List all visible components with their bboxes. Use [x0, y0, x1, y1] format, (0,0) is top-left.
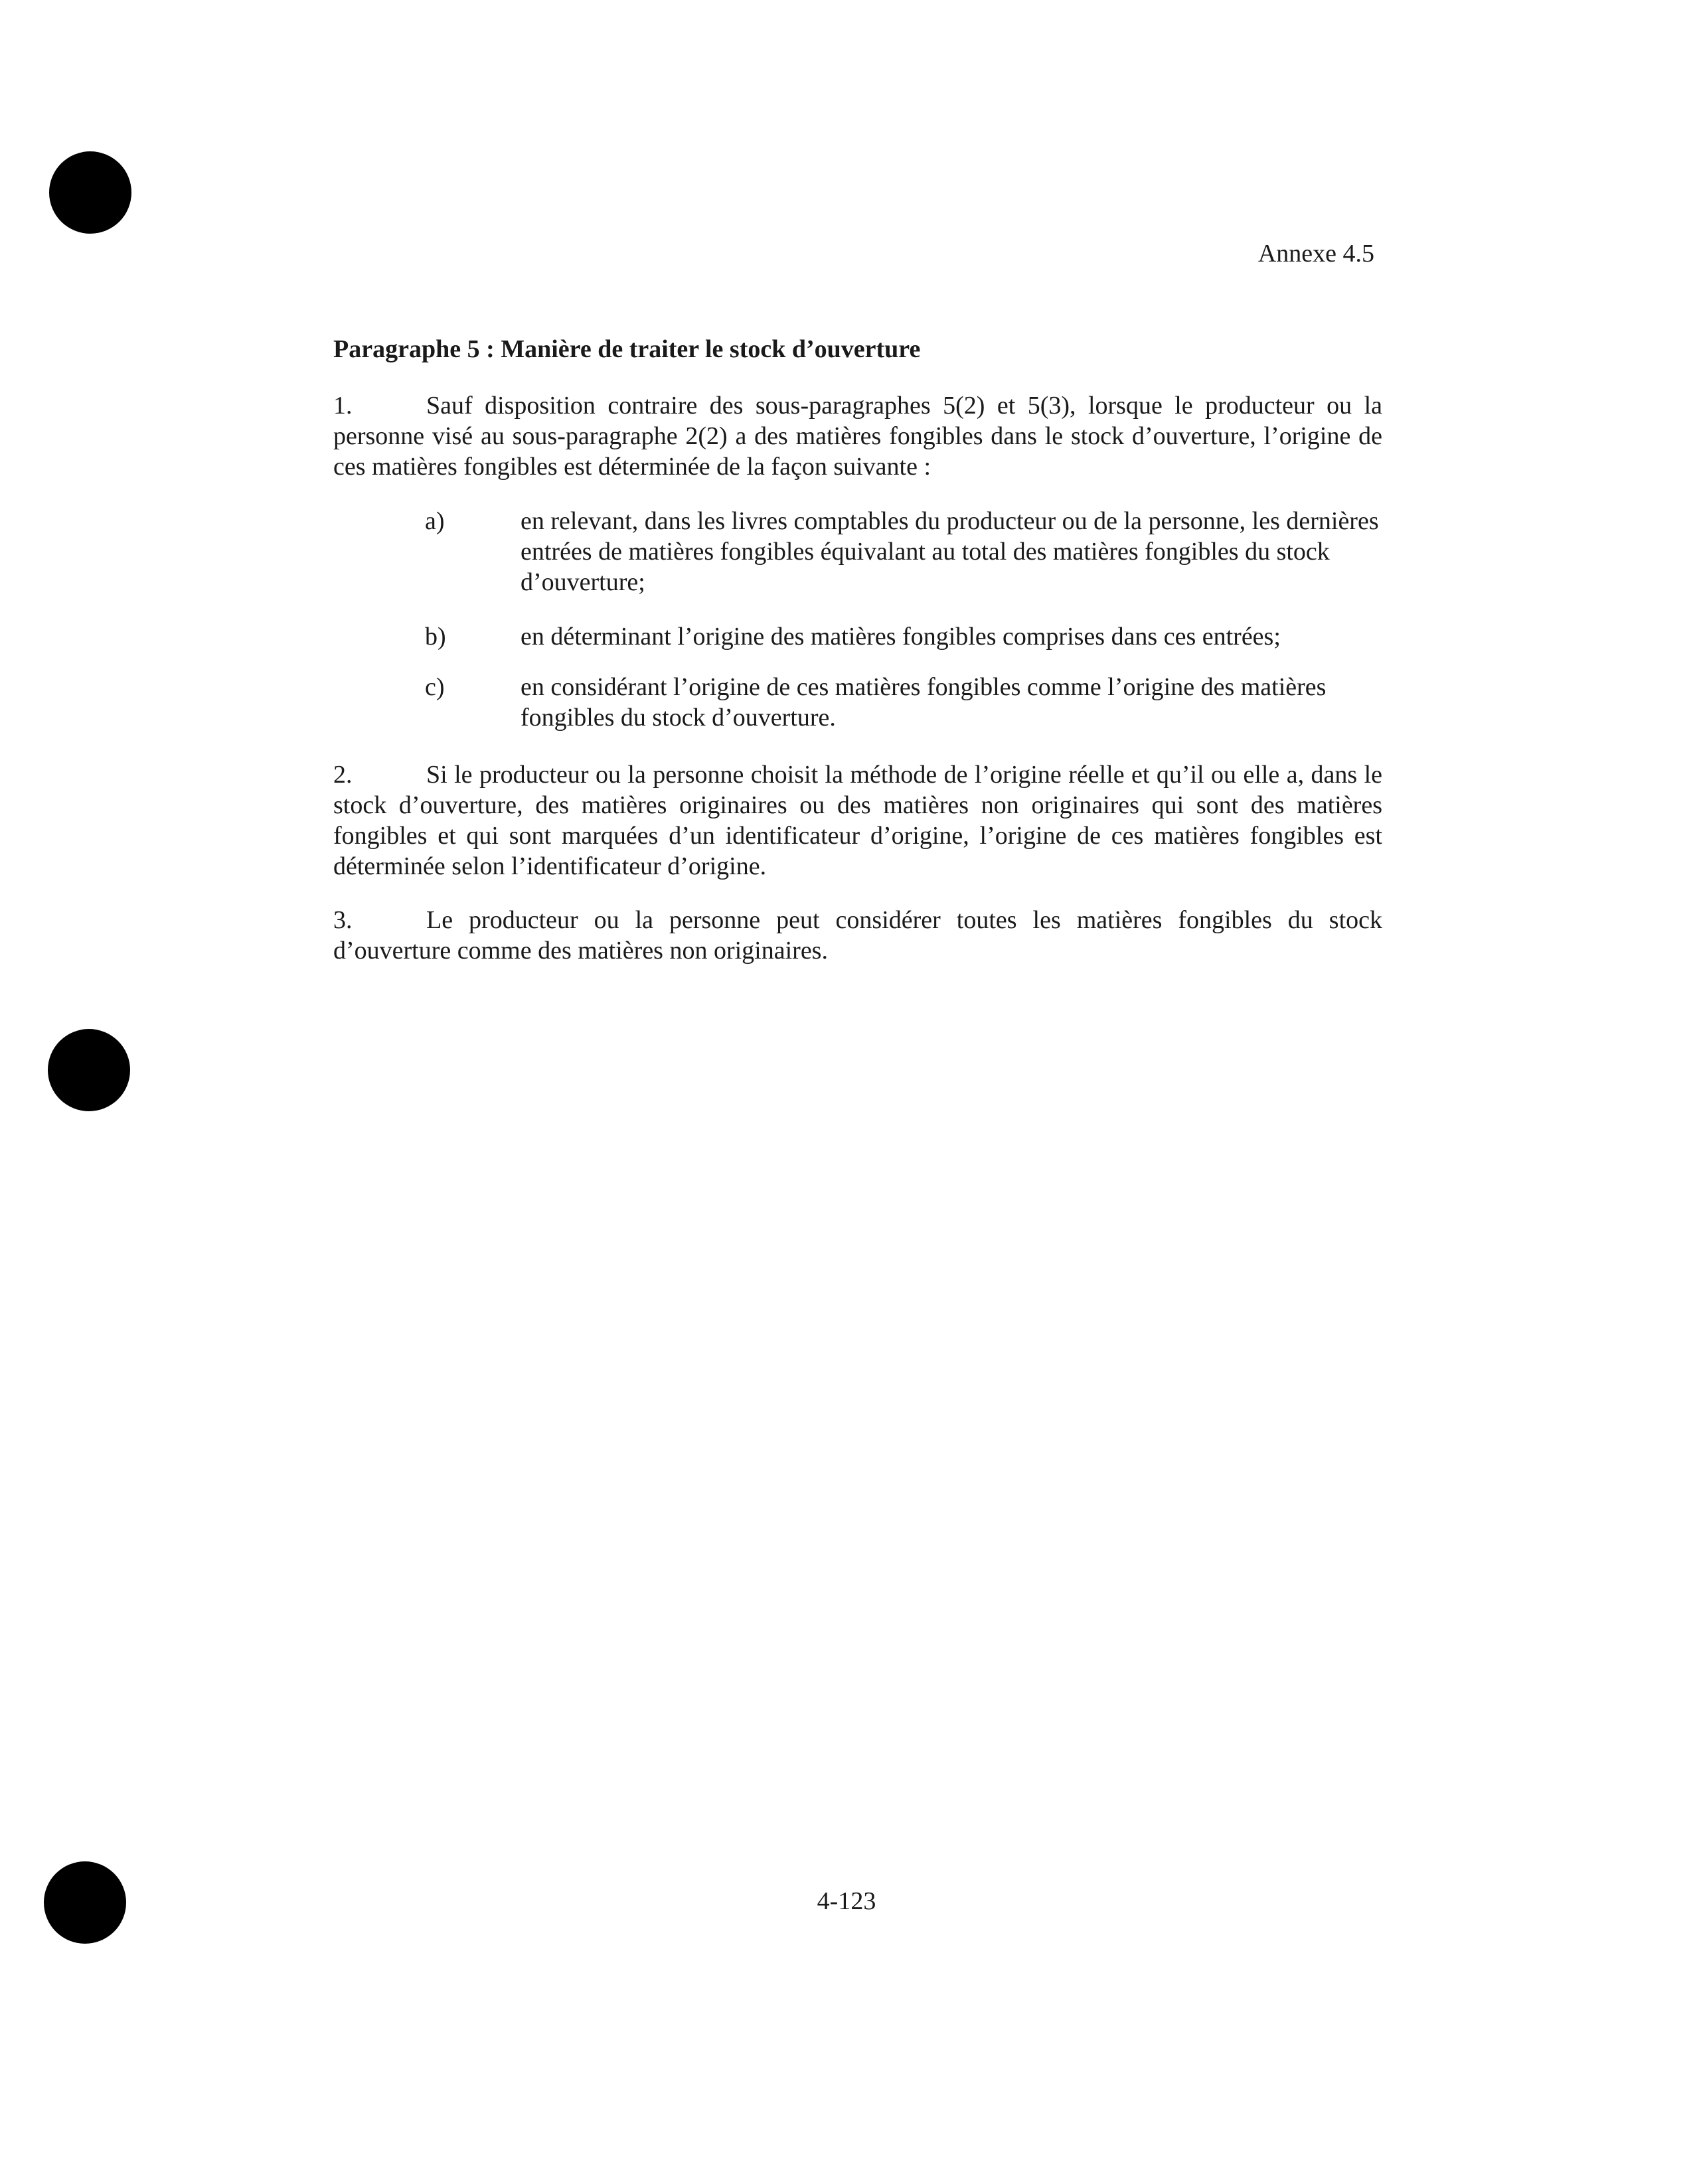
punch-hole-top: [49, 151, 131, 234]
subitem-letter: b): [425, 623, 446, 651]
paragraph-2: [333, 759, 1382, 882]
subitem-text: en considérant l’origine de ces matières fongibles comme l’origine des matières fongibles du stock d’ouverture.: [521, 673, 1327, 732]
subitem-c: [425, 672, 1381, 733]
paragraph-number: 3.: [333, 906, 353, 934]
paragraph-number: 2.: [333, 761, 353, 789]
section-heading: Paragraphe 5 : Manière de traiter le stock d’ouverture: [333, 335, 921, 363]
paragraph-text: Le producteur ou la personne peut considérer toutes les matières fongibles du stock d’ouverture comme des matières non originaires.: [333, 906, 1382, 965]
paragraph-text: Si le producteur ou la personne choisit la méthode de l’origine réelle et qu’il ou elle a, dans le stock d’ouverture, des matières originaires ou des matières non originaires qui sont des matières fongibles et qui sont marquées d’un identificateur d’origine, l’origine de ces matières fongibles est déterminée selon l’identificateur d’origine.: [333, 761, 1382, 880]
subitem-a: [425, 506, 1381, 597]
subitem-b: [425, 621, 1381, 652]
subitem-letter: c): [425, 673, 445, 701]
paragraph-text: Sauf disposition contraire des sous-paragraphes 5(2) et 5(3), lorsque le producteur ou la personne visé au sous-paragraphe 2(2) a des matières fongibles dans le stock d’ouverture, l’origine de ces matières fongibles est déterminée de la façon suivante :: [333, 392, 1382, 481]
subitem-text: en déterminant l’origine des matières fongibles comprises dans ces entrées;: [521, 623, 1281, 651]
subitem-text: en relevant, dans les livres comptables du producteur ou de la personne, les dernières entrées de matières fongibles équivalant au total des matières fongibles du stock d’ouverture;: [521, 507, 1379, 596]
punch-hole-middle: [48, 1029, 130, 1111]
paragraph-number: 1.: [333, 392, 353, 420]
subitem-letter: a): [425, 507, 445, 535]
page-number: 4-123: [817, 1887, 876, 1915]
annex-label: Annexe 4.5: [1257, 240, 1374, 268]
paragraph-3: [333, 905, 1382, 966]
paragraph-1: [333, 390, 1382, 482]
